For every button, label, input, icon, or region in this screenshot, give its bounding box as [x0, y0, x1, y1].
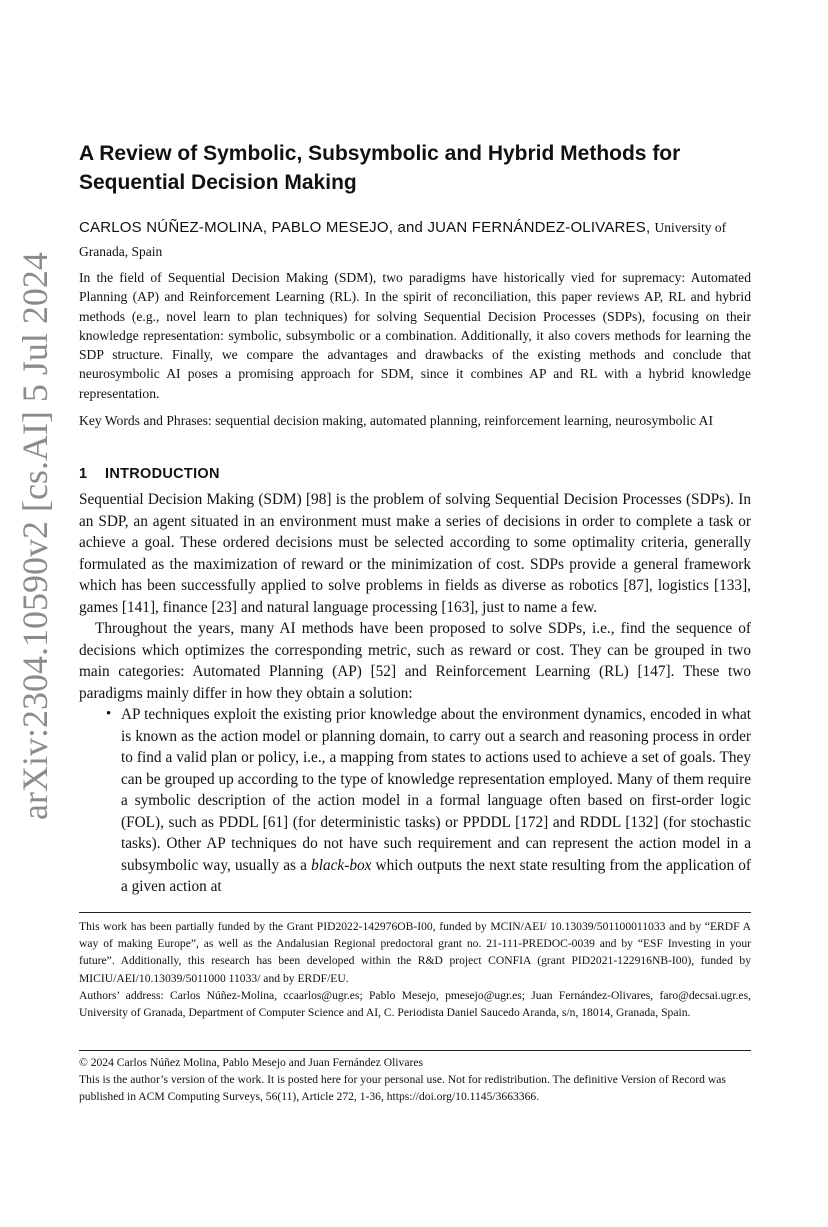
bullet-icon: •: [106, 706, 112, 722]
abstract: In the field of Sequential Decision Making (SDM), two paradigms have historically vied for supremacy: Automated Planning (AP) and Reinforcement Learning (RL). In the spirit of reconciliation, this paper reviews AP, RL and hybrid methods (e.g., novel learn to plan techniques) for solving Sequential Decision Processes (SDPs), focusing on their knowledge representation: symbolic, subsymbolic or a combination. Additionally, it also covers methods for learning the SDP structure. Finally, we compare the advantages and drawbacks of the existing methods and conclude that neurosymbolic AI poses a promising approach for SDM, since it combines AP and RL with a hybrid knowledge representation.: [79, 270, 751, 401]
introduction-body: [79, 489, 751, 898]
footnotes: [79, 918, 751, 1021]
author-block: [79, 216, 751, 264]
section-title: INTRODUCTION: [105, 466, 220, 482]
copyright-divider: [79, 1050, 751, 1051]
paragraph-2: Throughout the years, many AI methods have been proposed to solve SDPs, i.e., find the sequence of decisions which optimizes the corresponding metric, such as reward or cost. They can be grouped in two main categories: Automated Planning (AP) [52] and Reinforcement Learning (RL) [147]. These two paradigms mainly differ in how they obtain a solution:: [79, 620, 751, 702]
bullet-text-before: AP techniques exploit the existing prior knowledge about the environment dynamics, encoded in what is known as the action model or planning domain, to carry out a search and reasoning process in order to find a valid plan or policy, i.e., a mapping from states to actions used to achieve a set of goals. They can be grouped up according to the type of knowledge representation employed. Many of them require a symbolic description of the action model in a formal language often based on first-order logic (FOL), such as PDDL [61] (for deterministic tasks) or PPDDL [172] and RDDL [132] (for stochastic tasks). Other AP techniques do not have such requirement and can represent the action model in a subsymbolic way, usually as a: [121, 706, 751, 874]
section-heading-introduction: [79, 466, 220, 482]
funding-footnote: This work has been partially funded by the Grant PID2022-142976OB-I00, funded by MCIN/AEI/ 10.13039/501100011033 and by “ERDF A way of making Europe”, as well as the Andalusian Regional predoctoral grant no. 21-111-PREDOC-0039 and by “ESF Investing in your future”. Additionally, this research has been developed within the R&D project CONFIA (grant PID2021-122916NB-I00), funded by MICIU/AEI/10.13039/5011000 11033/ and by ERDF/EU.: [79, 920, 751, 985]
bullet-text-after: which outputs the next state resulting from the application of a given action at: [121, 856, 751, 895]
bullet-text-emphasis: black-box: [311, 856, 372, 874]
section-number: 1: [79, 466, 88, 482]
version-notice: This is the author’s version of the work. It is posted here for your personal use. Not for redistribution. The definitive Version of Record was published in ACM Computing Surveys, 56(11), Article 272, 1-36, https://doi.org/10.1145/3663366.: [79, 1073, 726, 1104]
author-names: CARLOS NÚÑEZ-MOLINA, PABLO MESEJO, and JUAN FERNÁNDEZ-OLIVARES,: [79, 219, 651, 236]
keywords: Key Words and Phrases: sequential decision making, automated planning, reinforcement learning, neurosymbolic AI: [79, 413, 714, 428]
arxiv-identifier-stamp: arXiv:2304.10590v2 [cs.AI] 5 Jul 2024: [15, 252, 55, 820]
address-footnote: Authors’ address: Carlos Núñez-Molina, ccaarlos@ugr.es; Pablo Mesejo, pmesejo@ugr.es; Juan Fernández-Olivares, faro@decsai.ugr.es, University of Granada, Department of Computer Science and AI, C. Periodista Daniel Saucedo Aranda, s/n, 18014, Granada, Spain.: [79, 988, 751, 1020]
list-item: [79, 704, 751, 898]
copyright-notice: [79, 1054, 751, 1106]
bullet-list: [79, 704, 751, 898]
paragraph-1: Sequential Decision Making (SDM) [98] is the problem of solving Sequential Decision Processes (SDPs). In an SDP, an agent situated in an environment must make a series of decisions in order to complete a task or achieve a goal. These ordered decisions must be selected according to some optimality criteria, generally formulated as the maximization of reward or the minimization of cost. SDPs provide a general framework which has been successfully applied to solve problems in fields as diverse as robotics [87], logistics [133], games [141], finance [23] and natural language processing [163], just to name a few.: [79, 491, 751, 616]
copyright-line: © 2024 Carlos Núñez Molina, Pablo Mesejo and Juan Fernández Olivares: [79, 1056, 423, 1069]
author-affiliation: University of Granada, Spain: [79, 220, 727, 259]
footnote-divider: [79, 912, 751, 913]
paper-title: A Review of Symbolic, Subsymbolic and Hybrid Methods for Sequential Decision Making: [79, 142, 681, 194]
